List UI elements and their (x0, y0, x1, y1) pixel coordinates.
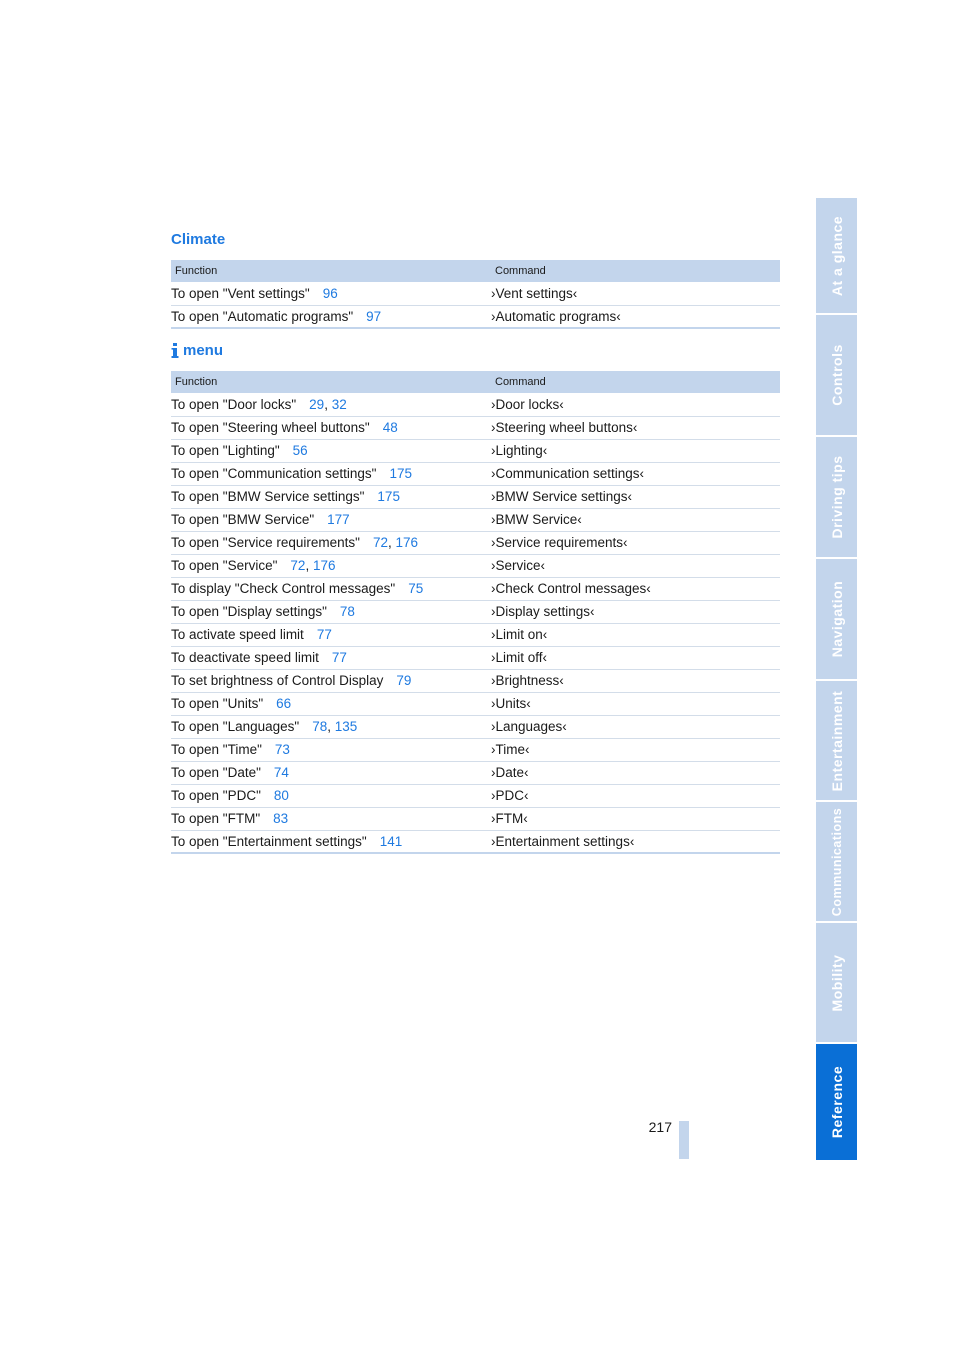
table-row (171, 439, 780, 462)
tab-navigation[interactable]: Navigation (816, 559, 857, 681)
table-row (171, 282, 780, 305)
page-number: 217 (648, 1119, 672, 1135)
table-row (171, 646, 780, 669)
table-row (171, 508, 780, 531)
function-text: To open "Languages" (171, 719, 300, 734)
page-reference-link[interactable]: 80 (273, 788, 289, 803)
function-text: To open "Units" (171, 696, 264, 711)
page-reference-link[interactable]: 79 (396, 673, 412, 688)
page-reference-link[interactable]: 77 (331, 650, 347, 665)
table-row (171, 462, 780, 485)
function-text: To deactivate speed limit (171, 650, 319, 665)
table-row: To open "Languages" 78, 135 ›Languages‹ (171, 715, 780, 738)
table-row (171, 305, 780, 328)
function-text: To display "Check Control messages" (171, 581, 396, 596)
table-row (171, 600, 780, 623)
info-icon (171, 343, 179, 359)
voice-command: ›Check Control messages‹ (491, 581, 651, 596)
page-marker (679, 1121, 689, 1159)
page-reference-link[interactable]: 66 (276, 696, 292, 711)
table-row: To open "Service" 72, 176 ›Service‹ (171, 554, 780, 577)
page-reference-link[interactable]: 96 (322, 285, 338, 301)
function-text: To open "Vent settings" (171, 285, 310, 301)
function-text: To open "Lighting" (171, 443, 280, 458)
voice-command: ›Languages‹ (491, 719, 567, 734)
function-text: To open "BMW Service" (171, 512, 315, 527)
table-row (171, 830, 780, 853)
page-reference-link[interactable]: 97 (366, 308, 382, 324)
voice-command: ›Lighting‹ (491, 443, 548, 458)
tab-driving-tips[interactable]: Driving tips (816, 437, 857, 559)
column-header-command: Command (495, 376, 546, 388)
table-row (171, 784, 780, 807)
chapter-tabs (816, 198, 857, 1160)
page-reference-link[interactable]: 175 (389, 466, 412, 481)
page-reference-link[interactable]: 72 (290, 558, 306, 573)
page-reference-link[interactable]: 29 (309, 396, 325, 412)
tab-mobility[interactable]: Mobility (816, 923, 857, 1044)
function-text: To open "FTM" (171, 811, 261, 826)
voice-command: ›Date‹ (491, 765, 529, 780)
voice-command: ›Door locks‹ (491, 396, 564, 412)
function-text: To open "Door locks" (171, 396, 297, 412)
climate-table (171, 260, 780, 329)
voice-command: ›Service requirements‹ (491, 535, 628, 550)
voice-command: ›Brightness‹ (491, 673, 564, 688)
voice-command: ›Service‹ (491, 558, 546, 573)
page-reference-link[interactable]: 78 (339, 604, 355, 619)
voice-command: ›Entertainment settings‹ (491, 833, 635, 849)
tab-at-a-glance[interactable]: At a glance (816, 198, 857, 315)
page-reference-link[interactable]: 32 (331, 396, 347, 412)
page-reference-link[interactable]: 75 (408, 581, 424, 596)
table-row (171, 692, 780, 715)
voice-command: ›Vent settings‹ (491, 285, 578, 301)
page-reference-link[interactable]: 74 (273, 765, 289, 780)
function-text: To open "Steering wheel buttons" (171, 420, 370, 435)
page-reference-link[interactable]: 141 (379, 833, 403, 849)
page-reference-link[interactable]: 177 (327, 512, 350, 527)
voice-command: ›FTM‹ (491, 811, 528, 826)
page-reference-link[interactable]: 48 (382, 420, 398, 435)
tab-controls[interactable]: Controls (816, 315, 857, 437)
voice-command: ›Limit on‹ (491, 627, 548, 642)
function-text: To open "BMW Service settings" (171, 489, 365, 504)
page-reference-link[interactable]: 176 (312, 558, 336, 573)
page-reference-link[interactable]: 175 (377, 489, 400, 504)
page-reference-link[interactable]: 135 (334, 719, 358, 734)
voice-command: ›Communication settings‹ (491, 466, 645, 481)
page-reference-link[interactable]: 77 (316, 627, 332, 642)
column-header-function: Function (175, 265, 218, 277)
function-text: To open "Date" (171, 765, 261, 780)
voice-command: ›Units‹ (491, 696, 531, 711)
page-reference-link[interactable]: 73 (274, 742, 290, 757)
voice-command: ›BMW Service settings‹ (491, 489, 633, 504)
table-row (171, 623, 780, 646)
voice-command: ›BMW Service‹ (491, 512, 582, 527)
voice-command: ›Time‹ (491, 742, 530, 757)
page-reference-link[interactable]: 176 (395, 535, 419, 550)
function-text: To open "Service requirements" (171, 535, 360, 550)
function-text: To open "Time" (171, 742, 262, 757)
function-text: To set brightness of Control Display (171, 673, 384, 688)
function-text: To activate speed limit (171, 627, 304, 642)
function-text: To open "Display settings" (171, 604, 327, 619)
voice-command: ›Limit off‹ (491, 650, 548, 665)
function-text: To open "Service" (171, 558, 278, 573)
table-row (171, 416, 780, 439)
voice-command: ›PDC‹ (491, 788, 529, 803)
tab-reference[interactable]: Reference (816, 1044, 857, 1160)
voice-command: ›Automatic programs‹ (491, 308, 621, 324)
table-row (171, 738, 780, 761)
column-header-function: Function (175, 376, 218, 388)
table-header (171, 260, 780, 282)
table-row (171, 485, 780, 508)
menu-table (171, 371, 780, 854)
table-row: To open "Door locks" 29, 32 ›Door locks‹ (171, 393, 780, 416)
table-header (171, 371, 780, 393)
page-reference-link[interactable]: 78 (312, 719, 328, 734)
function-text: To open "Automatic programs" (171, 308, 354, 324)
function-text: To open "PDC" (171, 788, 261, 803)
voice-command: ›Steering wheel buttons‹ (491, 420, 638, 435)
table-row (171, 761, 780, 784)
table-row: To open "Service requirements" 72, 176 ›Service requirements‹ (171, 531, 780, 554)
table-row (171, 577, 780, 600)
section-title-menu: menu (171, 342, 223, 359)
table-row (171, 669, 780, 692)
function-text: To open "Communication settings" (171, 466, 377, 481)
page-reference-link[interactable]: 56 (292, 443, 308, 458)
function-text: To open "Entertainment settings" (171, 833, 367, 849)
voice-command: ›Display settings‹ (491, 604, 595, 619)
page-reference-link[interactable]: 72 (372, 535, 388, 550)
section-title-climate: Climate (171, 231, 226, 248)
table-row (171, 807, 780, 830)
column-header-command: Command (495, 265, 546, 277)
tab-entertainment[interactable]: Entertainment (816, 681, 857, 802)
page-reference-link[interactable]: 83 (273, 811, 289, 826)
tab-communications[interactable]: Communications (816, 802, 857, 923)
